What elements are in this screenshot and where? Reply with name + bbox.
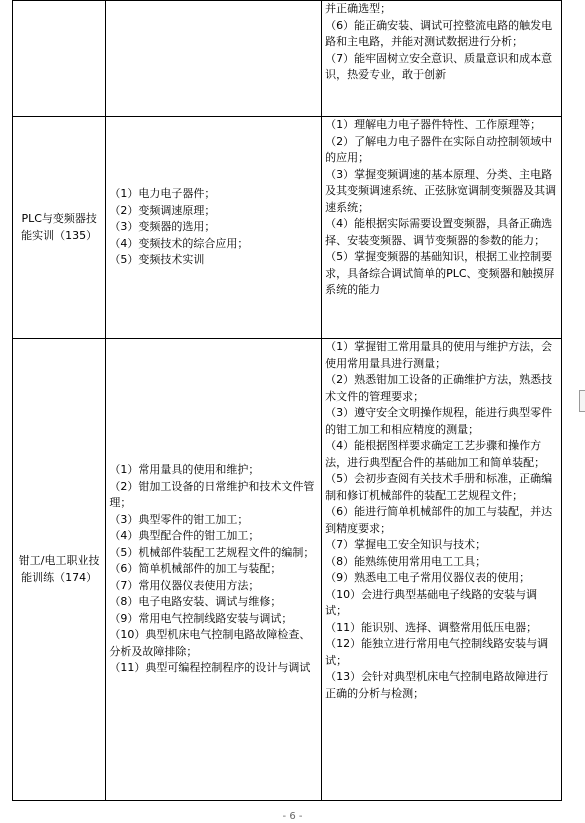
objective-item: （1）理解电力电子器件特性、工作原理等； [325,118,542,131]
objective-item: （6）能进行简单机械部件的加工与装配，并达到精度要求； [325,505,553,535]
objective-item: （7）能牢固树立安全意识、质量意识和成本意识，热爱专业，敢于创新 [325,51,553,81]
content-item: （8）电子电路安装、调试与维修； [109,595,282,609]
objective-item: （2）熟悉钳加工设备的正确维护方法，熟悉技术文件的管理要求； [325,373,553,403]
content-item: （6）简单机械部件的加工与装配； [109,562,282,576]
objective-item: （7）掌握电工安全知识与技术； [325,538,487,551]
objective-item: （13）会针对典型机床电气控制电路故障进行正确的分析与检测； [325,670,549,700]
side-scroll-tab[interactable] [579,390,585,412]
objective-item: （2）了解电力电子器件在实际自动控制领域中的应用； [325,134,553,164]
objective-item: （8）能熟练使用常用电工工具； [325,554,487,568]
content-item: （3）典型零件的钳工加工； [109,512,249,526]
course-content-cell [106,339,322,801]
content-item: （1）常用量具的使用和维护； [109,463,260,477]
objective-item: （4）能根据图样要求确定工艺步骤和操作方法，进行典型配合件的基础加工和简单装配； [325,439,546,469]
course-content-cell [106,1,322,117]
objective-item: （1）掌握钳工常用量具的使用与维护方法，会使用常用量具进行测量； [325,340,553,370]
objective-item: （3）遵守安全文明操作规程，能进行典型零件的钳工加工和相应精度的测量； [325,406,553,436]
objective-item: （5）掌握变频器的基础知识，根据工业控制要求，具备综合调试简单的PLC、变频器和触摸屏系统的能力 [325,250,555,296]
course-name-cell [13,1,106,117]
objective-item: （9）熟悉电工电子常用仪器仪表的使用； [325,571,531,584]
course-name-cell: PLC与变频器技能实训（135） [13,117,106,339]
content-item: （4）典型配合件的钳工加工； [109,529,260,543]
content-item: （5）变频技术实训 [109,253,205,267]
course-content-cell [106,117,322,339]
content-item: （10）典型机床电气控制电路故障检查、分析及故障排除； [109,628,311,658]
content-item: （2）钳加工设备的日常维护和技术文件管理； [109,479,315,510]
course-table-page [12,0,562,800]
objective-item: （6）能正确安装、调试可控整流电路的触发电路和主电路，并能对测试数据进行分析； [325,18,553,48]
objective-item: （5）会初步查阅有关技术手册和标准，正确编制和修订机械部件的装配工艺规程文件； [325,472,553,502]
content-item: （4）变频技术的综合应用； [109,236,249,250]
objective-item: （4）能根据实际需要设置变频器，具备正确选择、安装变频器、调节变频器的参数的能力； [325,217,553,247]
content-item: （7）常用仪器仪表使用方法； [109,578,260,592]
page-number: - 6 - [282,811,303,822]
course-objectives-cell [322,1,562,117]
content-item: （11）典型可编程控制程序的设计与调试 [109,661,311,675]
course-objectives-cell [322,339,562,801]
course-objectives-cell [322,117,562,339]
objective-item: （10）会进行典型基础电子线路的安装与调试； [325,587,538,617]
content-item: （1）电力电子器件； [109,187,216,201]
content-item: （9）常用电气控制线路安装与调试； [109,611,293,625]
objective-item: （11）能识别、选择、调整常用低压电器； [325,620,538,634]
content-item: （2）变频调速原理； [109,203,216,217]
table-row [13,117,562,339]
objective-item: （12）能独立进行常用电气控制线路安装与调试； [325,637,549,667]
objective-item: 并正确选型； [325,2,392,15]
content-item: （5）机械部件装配工艺规程文件的编制； [109,545,315,559]
course-name-cell: 钳工/电工职业技能训练（174） [13,339,106,801]
course-table [12,0,562,801]
objective-item: （3）掌握变频调速的基本原理、分类、主电路及其变频调速系统、正弦脉宽调制变频器及其调速系统； [325,167,557,214]
table-row [13,1,562,117]
content-item: （3）变频器的选用； [109,220,216,234]
table-row [13,339,562,801]
